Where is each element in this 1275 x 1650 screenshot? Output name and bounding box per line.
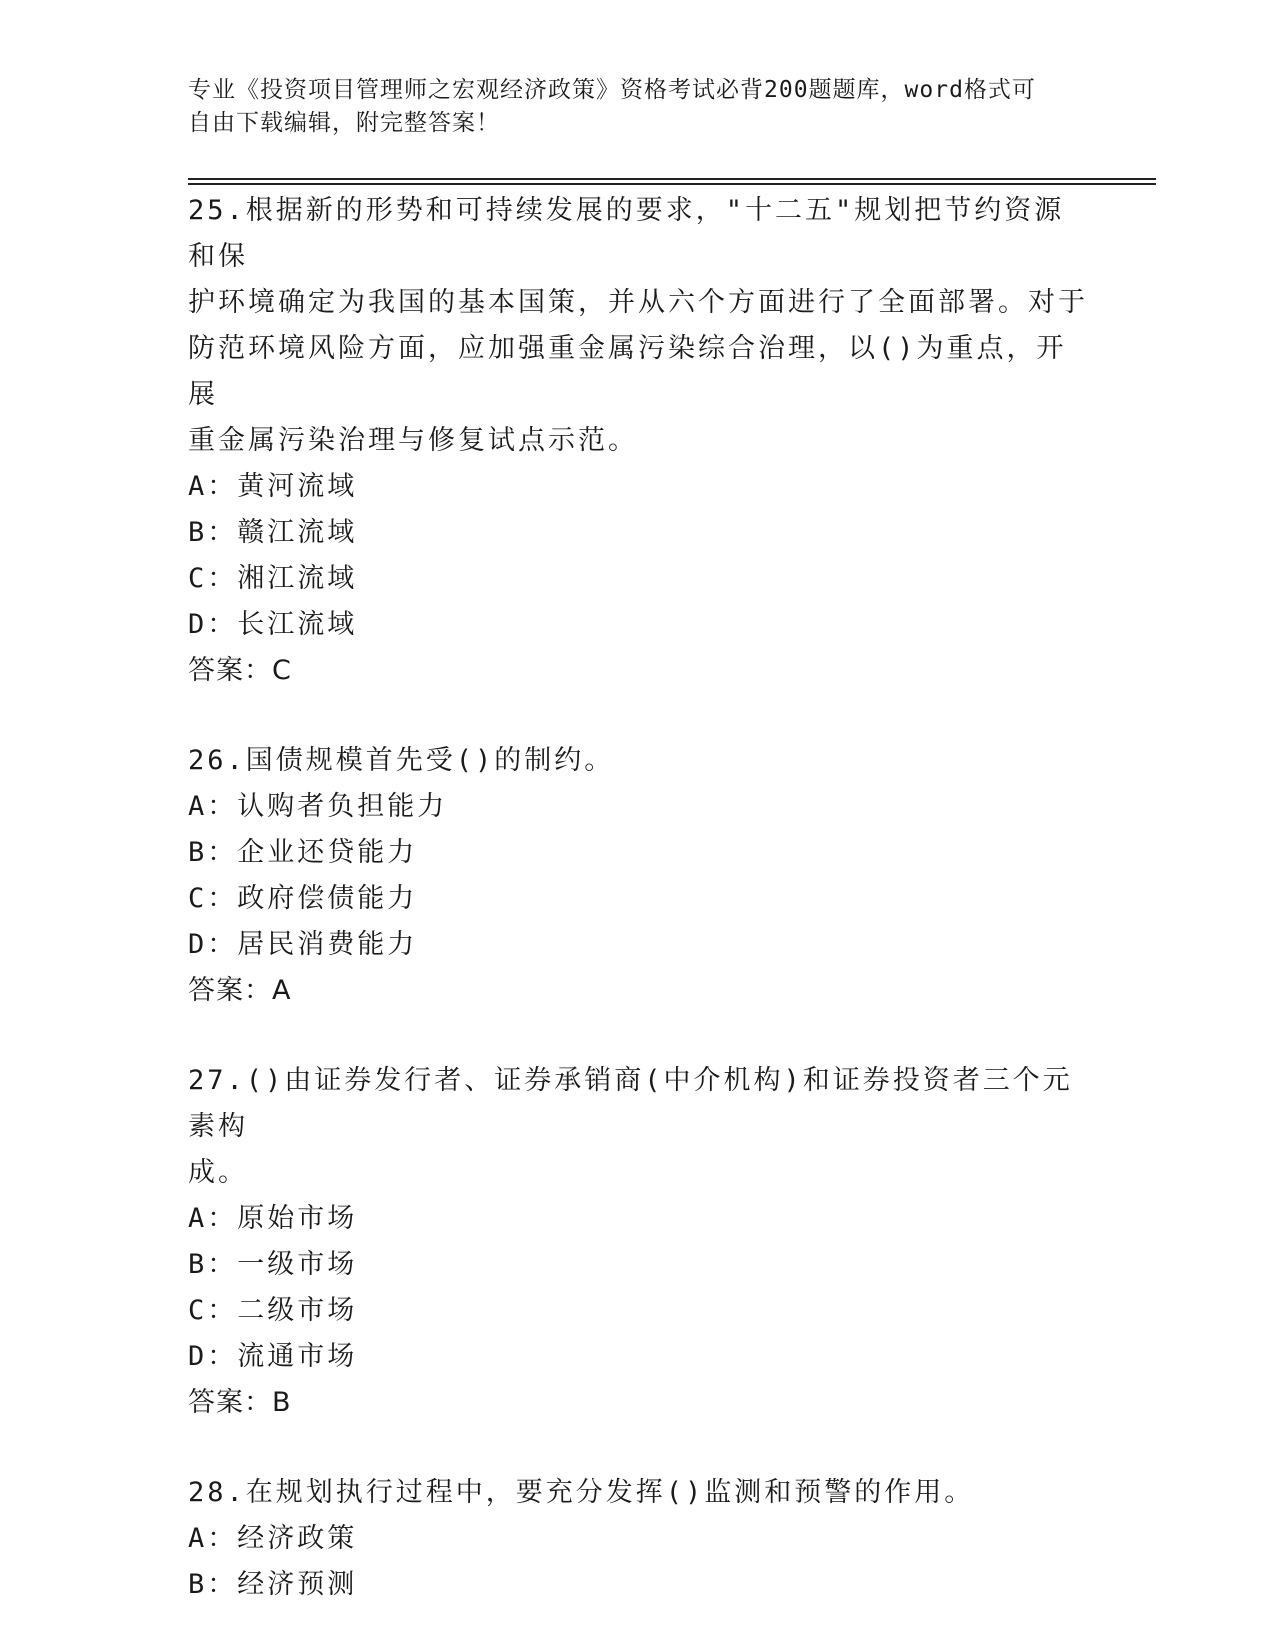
header-rule-bottom <box>188 183 1156 185</box>
question-text-line: 28.在规划执行过程中，要充分发挥()监测和预警的作用。 <box>188 1477 975 1508</box>
option-d: D：居民消费能力 <box>188 929 418 960</box>
question-text-line: 25.根据新的形势和可持续发展的要求，"十二五"规划把节约资源和保 <box>188 195 1065 272</box>
question-28 <box>188 1470 1088 1608</box>
question-text-line: 成。 <box>188 1157 248 1188</box>
header-rule-top <box>188 178 1156 180</box>
header-line-2: 自由下载编辑，附完整答案！ <box>188 110 500 136</box>
document-header <box>188 74 1068 140</box>
question-26 <box>188 738 1088 1014</box>
question-text-line: 27.()由证券发行者、证券承销商(中介机构)和证券投资者三个元素构 <box>188 1065 1073 1142</box>
question-text-line: 26.国债规模首先受()的制约。 <box>188 745 615 776</box>
question-gap <box>188 1426 1088 1470</box>
option-b: B：赣江流域 <box>188 517 358 548</box>
option-c: C：政府偿债能力 <box>188 883 418 914</box>
question-list <box>188 188 1088 1608</box>
option-a: A：原始市场 <box>188 1203 358 1234</box>
question-text-line: 重金属污染治理与修复试点示范。 <box>188 425 638 456</box>
option-d: D：流通市场 <box>188 1341 358 1372</box>
answer-label: 答案：A <box>188 975 292 1006</box>
option-a: A：认购者负担能力 <box>188 791 448 822</box>
question-text-line: 护环境确定为我国的基本国策，并从六个方面进行了全面部署。对于 <box>188 287 1088 318</box>
option-a: A：经济政策 <box>188 1523 358 1554</box>
option-b: B：经济预测 <box>188 1569 358 1600</box>
option-c: C：湘江流域 <box>188 563 358 594</box>
option-a: A：黄河流域 <box>188 471 358 502</box>
question-25 <box>188 188 1088 694</box>
header-line-1: 专业《投资项目管理师之宏观经济政策》资格考试必背200题题库，word格式可 <box>188 77 1036 103</box>
question-gap <box>188 694 1088 738</box>
option-c: C：二级市场 <box>188 1295 358 1326</box>
question-gap <box>188 1014 1088 1058</box>
answer-label: 答案：C <box>188 655 292 686</box>
question-27 <box>188 1058 1088 1426</box>
answer-label: 答案：B <box>188 1387 292 1418</box>
option-d: D：长江流域 <box>188 609 358 640</box>
option-b: B：企业还贷能力 <box>188 837 418 868</box>
option-b: B：一级市场 <box>188 1249 358 1280</box>
question-text-line: 防范环境风险方面，应加强重金属污染综合治理，以()为重点，开展 <box>188 333 1067 410</box>
